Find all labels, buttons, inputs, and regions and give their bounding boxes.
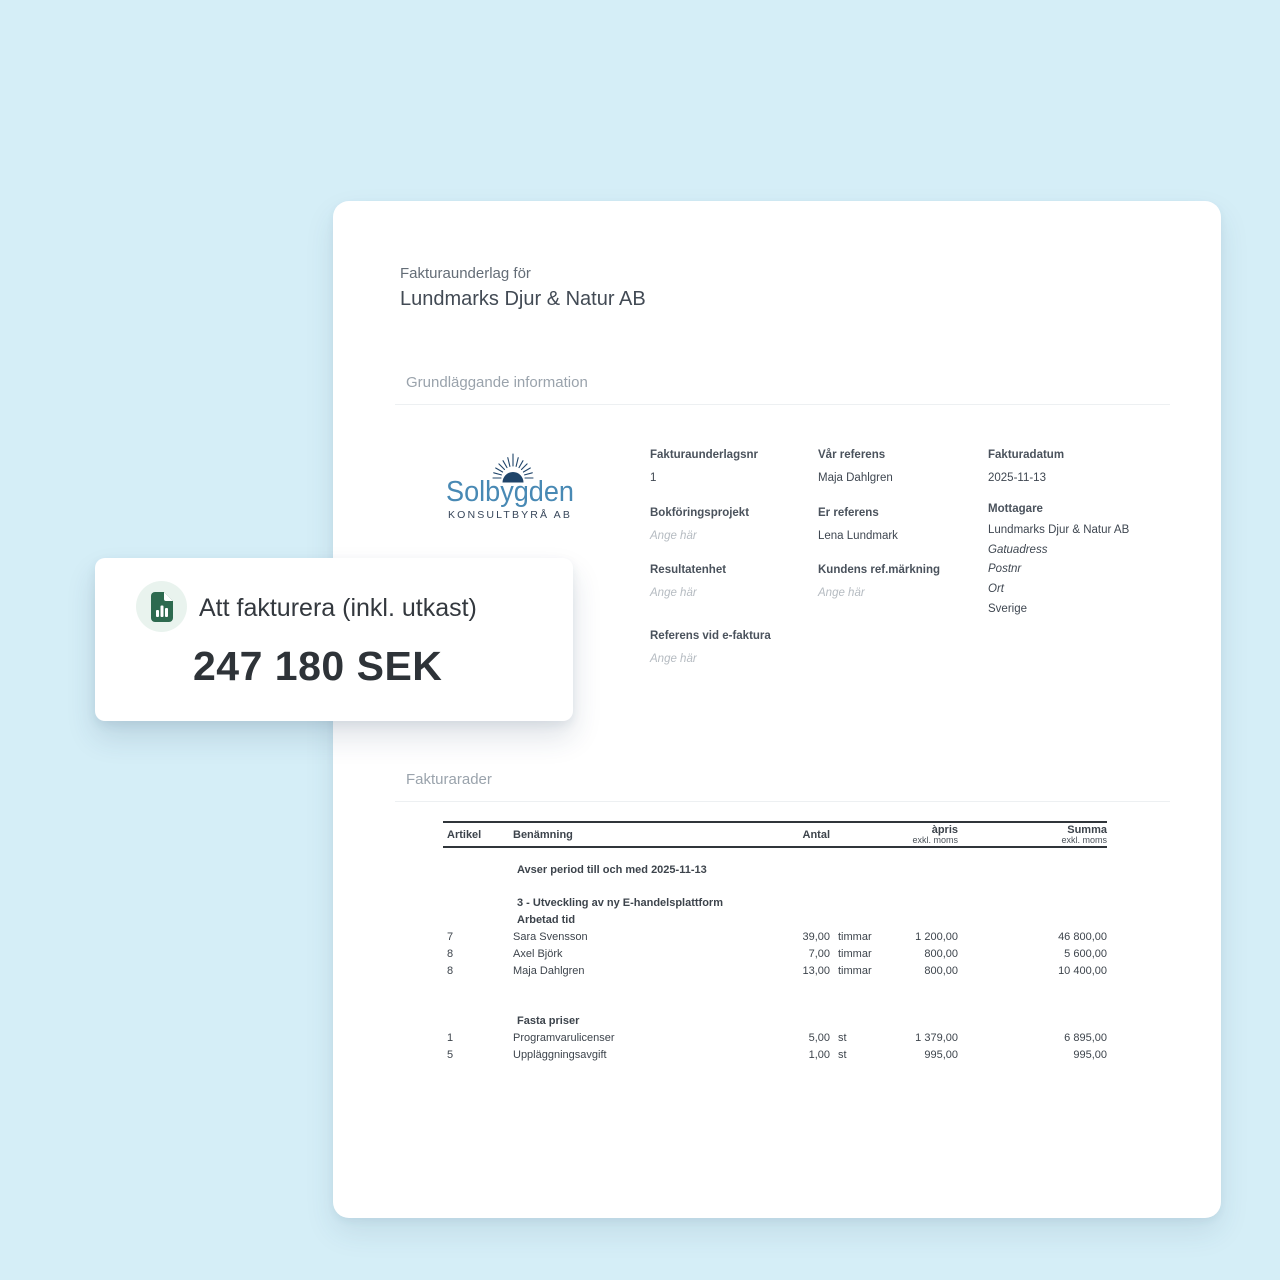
cell-antal: 39,00 <box>802 930 830 943</box>
cell-apris: 1 379,00 <box>915 1031 958 1044</box>
table-row <box>443 945 1107 962</box>
field-er-referens <box>818 506 983 543</box>
cell-benamning: Programvarulicenser <box>513 1031 615 1044</box>
cell-summa: 5 600,00 <box>1064 947 1107 960</box>
field-label: Kundens ref.märkning <box>818 564 941 576</box>
table-row <box>443 1046 1107 1063</box>
cell-apris: 800,00 <box>924 964 958 977</box>
group-title: 3 - Utveckling av ny E-handelsplattform <box>517 896 723 909</box>
summary-amount: 247 180 SEK <box>193 643 443 689</box>
table-row <box>443 1029 1107 1046</box>
field-resultatenhet <box>650 563 815 600</box>
field-label: Vår referens <box>818 449 886 461</box>
mottagare-city-input[interactable]: Ort <box>988 583 1004 596</box>
col-header-artikel: Artikel <box>447 828 482 841</box>
section-divider <box>395 404 1170 405</box>
field-kundens-refmarkning <box>818 563 983 600</box>
cell-summa: 10 400,00 <box>1058 964 1107 977</box>
table-row <box>443 962 1107 979</box>
period-note: Avser period till och med 2025-11-13 <box>517 863 707 876</box>
cell-unit: timmar <box>838 930 872 943</box>
field-var-referens <box>818 448 983 485</box>
summary-label: Att fakturera (inkl. utkast) <box>199 594 477 622</box>
cell-artikel: 1 <box>447 1031 454 1044</box>
group-subtitle: Arbetad tid <box>517 913 576 926</box>
cell-artikel: 8 <box>447 947 454 960</box>
field-label: Er referens <box>818 507 879 519</box>
cell-apris: 995,00 <box>924 1048 958 1061</box>
cell-unit: timmar <box>838 964 872 977</box>
col-header-summa-label: Summa <box>1067 824 1107 836</box>
field-bokforingsprojekt <box>650 506 815 543</box>
col-header-summa <box>958 824 1107 845</box>
field-label: Mottagare <box>988 503 1043 515</box>
fakturadatum-value[interactable]: 2025-11-13 <box>988 472 1046 484</box>
col-header-antal: Antal <box>802 828 830 841</box>
logo-subtitle: KONSULTBYRÅ AB <box>448 510 566 521</box>
mottagare-country-value[interactable]: Sverige <box>988 602 1027 615</box>
cell-apris: 800,00 <box>924 947 958 960</box>
kundens-refmarkning-input[interactable]: Ange här <box>818 587 865 599</box>
icon-circle <box>136 581 187 632</box>
cell-antal: 7,00 <box>808 947 830 960</box>
cell-summa: 6 895,00 <box>1064 1031 1107 1044</box>
cell-benamning: Maja Dahlgren <box>513 964 585 977</box>
cell-summa: 46 800,00 <box>1058 930 1107 943</box>
section-divider <box>395 801 1170 802</box>
invoice-rows-table <box>443 821 1107 1063</box>
er-referens-value[interactable]: Lena Lundmark <box>818 530 898 542</box>
company-logo <box>443 445 577 523</box>
logo-name: Solbygden <box>446 476 574 508</box>
field-fakturaunderlagsnr <box>650 448 815 485</box>
cell-benamning: Axel Björk <box>513 947 563 960</box>
document-eyebrow: Fakturaunderlag för <box>400 265 531 282</box>
cell-benamning: Sara Svensson <box>513 930 588 943</box>
field-label: Fakturadatum <box>988 449 1065 461</box>
section-basic-info: Grundläggande information <box>406 374 588 391</box>
col-header-apris-sub: exkl. moms <box>912 835 958 845</box>
field-mottagare <box>988 502 1168 620</box>
field-label: Bokföringsprojekt <box>650 507 750 519</box>
col-header-apris <box>888 824 958 845</box>
cell-antal: 13,00 <box>802 964 830 977</box>
section-invoice-rows: Fakturarader <box>406 771 492 788</box>
mottagare-name-value[interactable]: Lundmarks Djur & Natur AB <box>988 524 1130 536</box>
mottagare-street-input[interactable]: Gatuadress <box>988 543 1048 556</box>
referens-e-faktura-input[interactable]: Ange här <box>650 653 697 665</box>
cell-summa: 995,00 <box>1073 1048 1107 1061</box>
cell-artikel: 7 <box>447 930 454 943</box>
resultatenhet-input[interactable]: Ange här <box>650 587 697 599</box>
sunrise-logo-icon <box>443 445 577 523</box>
field-label: Referens vid e-faktura <box>650 630 771 642</box>
group-subtitle: Fasta priser <box>517 1014 580 1027</box>
billing-summary-card <box>95 558 573 721</box>
field-fakturadatum <box>988 448 1163 485</box>
cell-unit: st <box>838 1048 847 1061</box>
cell-apris: 1 200,00 <box>915 930 958 943</box>
bokforingsprojekt-input[interactable]: Ange här <box>650 530 697 542</box>
cell-benamning: Uppläggningsavgift <box>513 1048 607 1061</box>
field-referens-e-faktura <box>650 629 815 666</box>
table-row <box>443 928 1107 945</box>
field-label: Fakturaunderlagsnr <box>650 449 758 461</box>
cell-unit: timmar <box>838 947 872 960</box>
col-header-benamning: Benämning <box>513 828 573 841</box>
cell-artikel: 8 <box>447 964 454 977</box>
document-chart-icon <box>149 591 175 623</box>
field-label: Resultatenhet <box>650 564 727 576</box>
cell-antal: 5,00 <box>808 1031 830 1044</box>
page-title: Lundmarks Djur & Natur AB <box>400 288 646 310</box>
fakturaunderlagsnr-value[interactable]: 1 <box>650 472 657 484</box>
col-header-summa-sub: exkl. moms <box>1061 835 1107 845</box>
cell-artikel: 5 <box>447 1048 454 1061</box>
table-header-row <box>443 821 1107 848</box>
cell-antal: 1,00 <box>808 1048 830 1061</box>
cell-unit: st <box>838 1031 847 1044</box>
col-header-apris-label: àpris <box>931 824 958 836</box>
mottagare-zip-input[interactable]: Postnr <box>988 563 1022 576</box>
var-referens-value[interactable]: Maja Dahlgren <box>818 472 893 484</box>
